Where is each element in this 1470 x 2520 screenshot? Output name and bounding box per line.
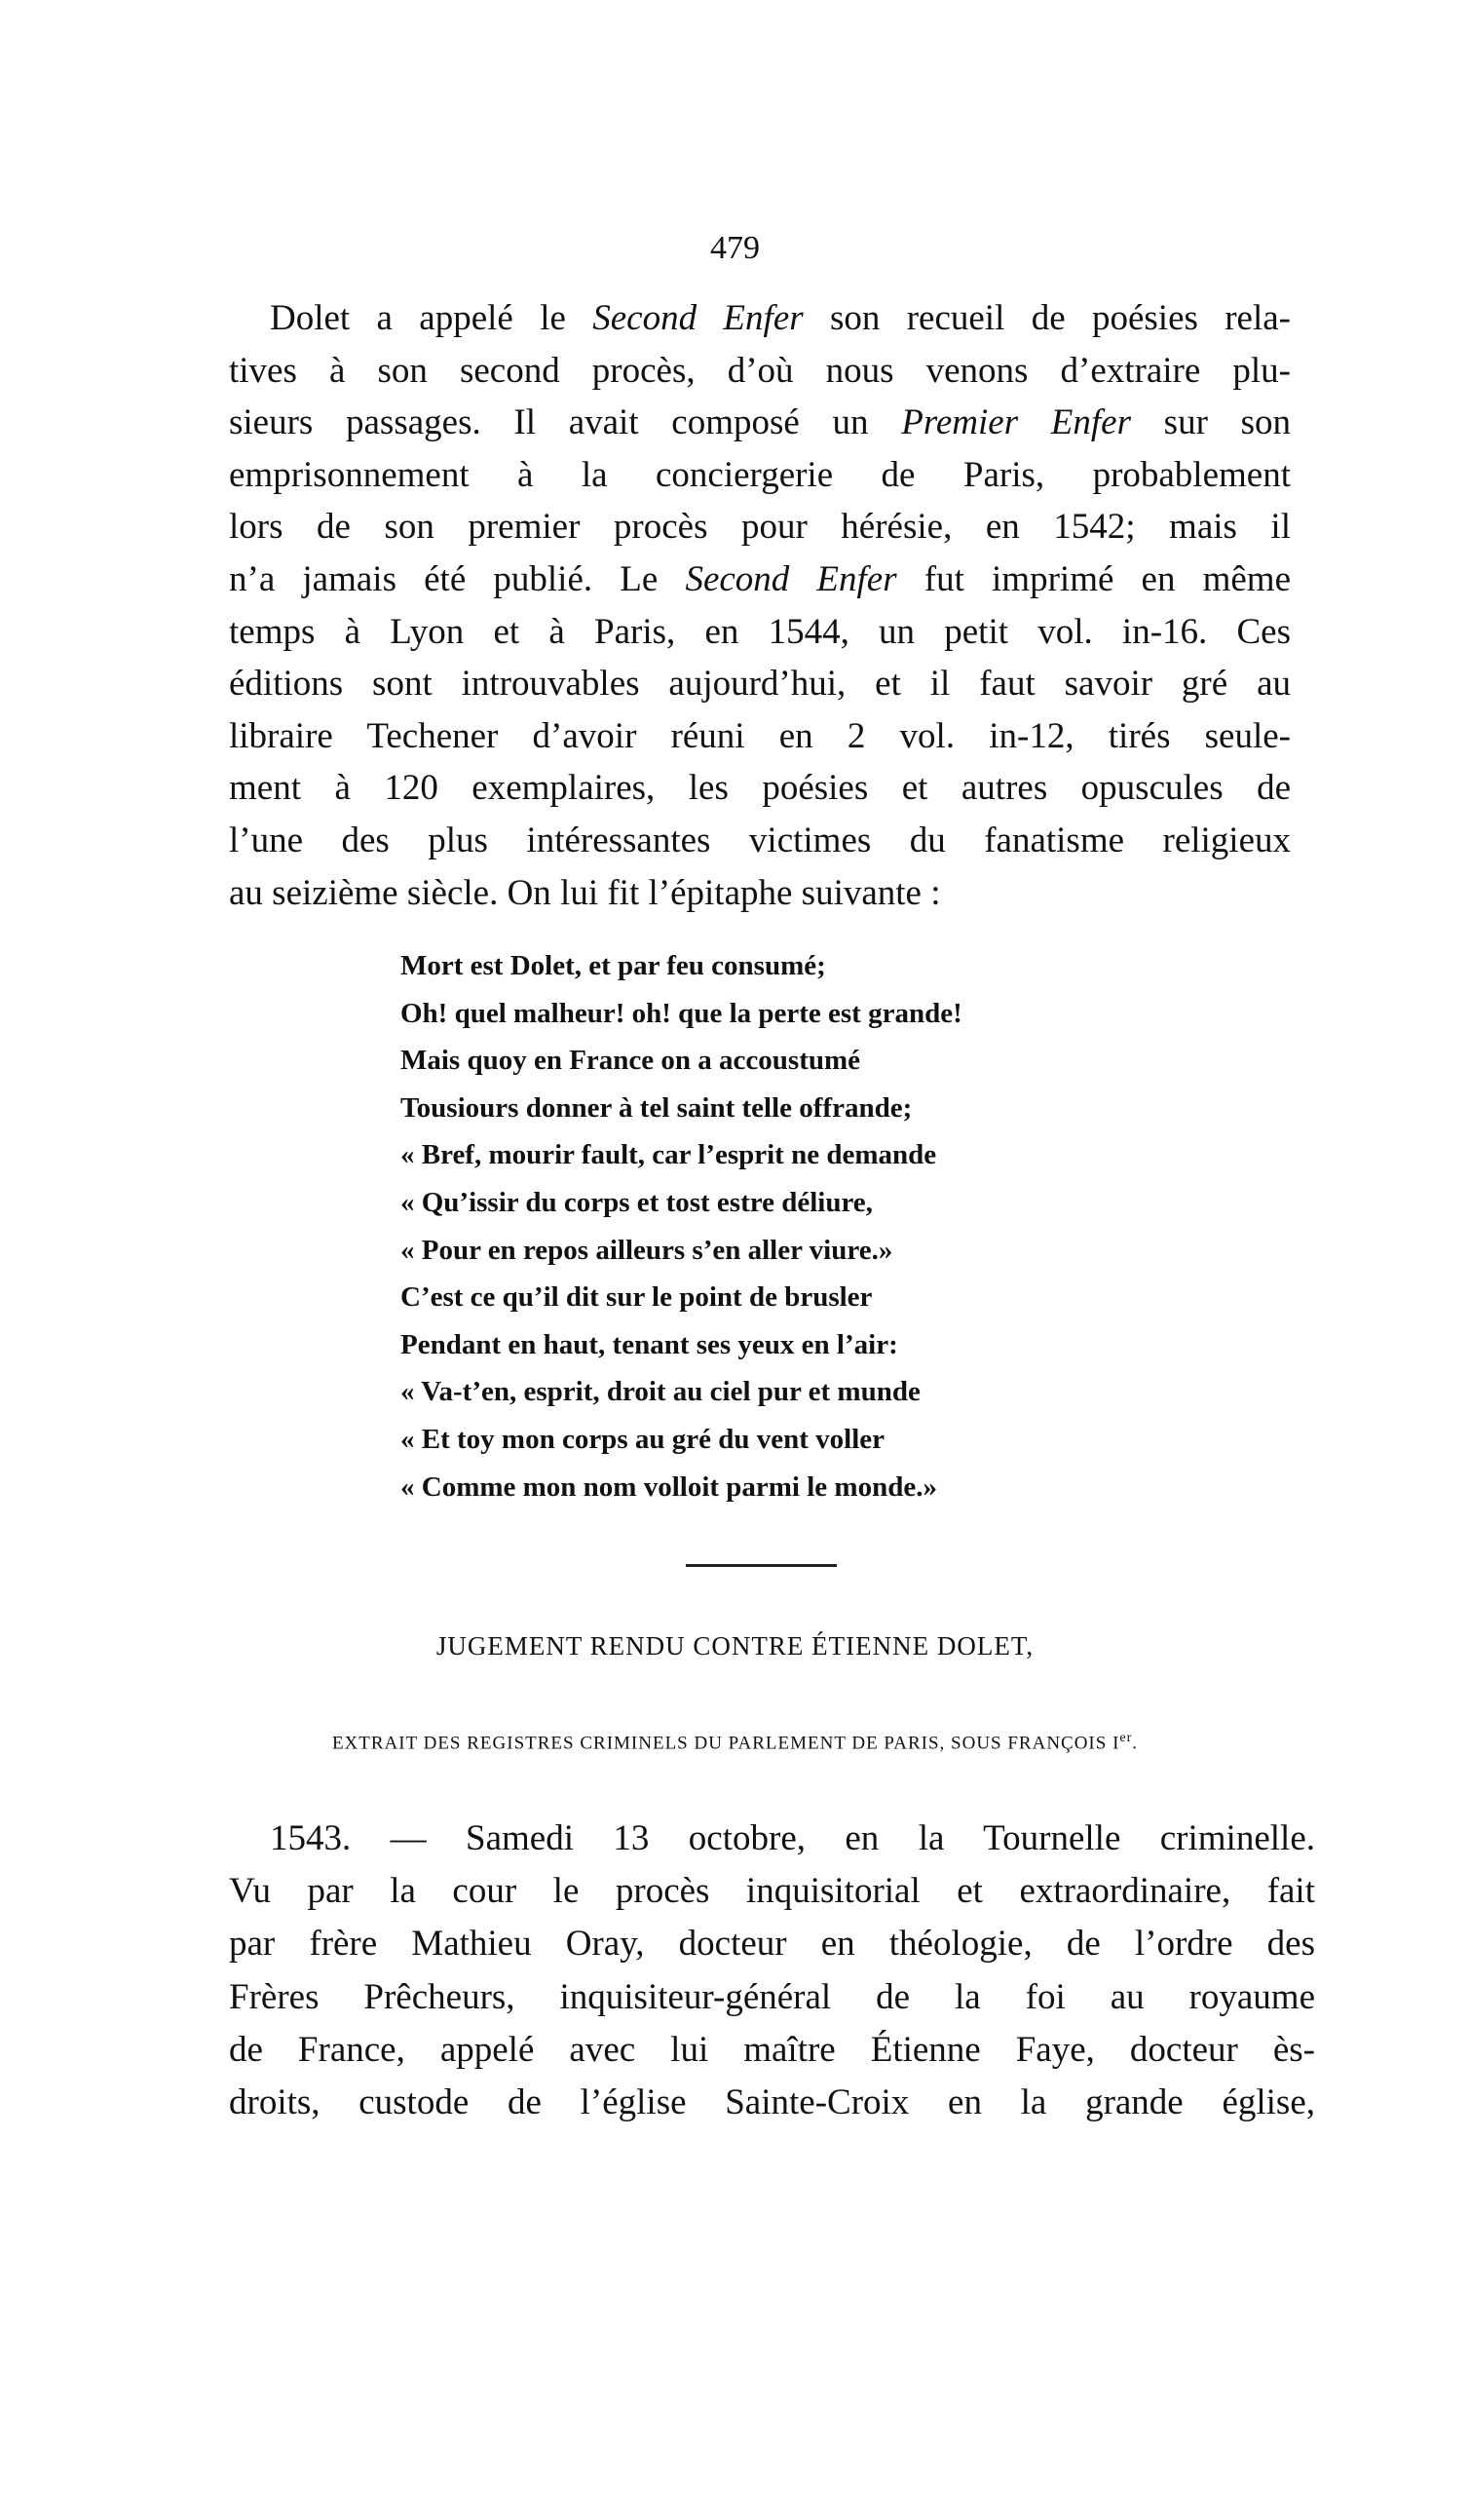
text-line — [229, 2029, 1315, 2072]
verse-line: « Qu’issir du corps et tost estre déliure, — [400, 1187, 873, 1218]
text-segment: Vu par la cour le procès inquisitorial et extraordinaire, fait — [229, 1871, 1315, 1912]
italic-title: Premier Enfer — [901, 402, 1131, 443]
page-number: 479 — [710, 230, 760, 266]
text-segment: ment à 120 exemplaires, les poésies et autres opuscules de — [229, 768, 1291, 809]
text-line — [229, 350, 1291, 393]
text-segment: libraire Techener d’avoir réuni en 2 vol. in-12, tirés seule- — [229, 715, 1291, 756]
text-segment: emprisonnement à la conciergerie de Paris, probablement — [229, 454, 1291, 495]
verse-line: Mort est Dolet, et par feu consumé; — [400, 950, 826, 981]
section-subheading — [0, 1731, 1470, 1754]
text-segment: Frères Prêcheurs, inquisiteur-général de la foi au royaume — [229, 1976, 1315, 2017]
text-segment: sieurs passages. Il avait composé un — [229, 402, 902, 443]
italic-title: Second Enfer — [592, 298, 804, 338]
section-divider — [686, 1564, 837, 1567]
text-line — [229, 872, 1291, 915]
text-line — [229, 611, 1291, 654]
text-segment: droits, custode de l’église Sainte-Croix en la grande église, — [229, 2082, 1315, 2122]
verse-line: Tousiours donner à tel saint telle offrande; — [400, 1091, 913, 1124]
verse-line: C’est ce qu’il dit sur le point de brusler — [400, 1281, 873, 1314]
text-segment: l’une des plus intéressantes victimes du fanatisme religieux — [229, 821, 1291, 860]
text-line — [229, 401, 1291, 444]
text-line — [229, 558, 1291, 601]
text-segment: lors de son premier procès pour hérésie, en 1542; mais il — [229, 507, 1291, 548]
text-line — [229, 506, 1291, 549]
text-segment: son recueil de poésies rela- — [803, 298, 1292, 338]
text-segment: Dolet a appelé le — [270, 298, 593, 338]
text-segment: au seizième siècle. On lui fit l’épitaphe suivante : — [229, 872, 941, 913]
section-heading: JUGEMENT RENDU CONTRE ÉTIENNE DOLET, — [435, 1631, 1035, 1661]
text-line — [229, 715, 1291, 758]
text-segment: tives à son second procès, d’où nous venons d’extraire plu- — [229, 350, 1291, 391]
italic-title: Second Enfer — [685, 559, 897, 599]
text-line — [270, 1817, 1315, 1860]
subheading-text: EXTRAIT DES REGISTRES CRIMINELS DU PARLEMENT DE PARIS, SOUS FRANÇOIS I — [331, 1733, 1120, 1754]
text-line — [229, 2081, 1315, 2124]
subheading-end: . — [1132, 1733, 1139, 1754]
text-line — [270, 297, 1291, 340]
text-segment: sur son — [1130, 402, 1291, 443]
text-line — [229, 820, 1291, 862]
verse-line: Pendant en haut, tenant ses yeux en l’air: — [400, 1328, 898, 1360]
text-line — [229, 663, 1291, 706]
text-segment: n’a jamais été publié. Le — [229, 559, 686, 599]
text-segment: éditions sont introuvables aujourd’hui, et il faut savoir gré au — [229, 664, 1291, 705]
subheading-superscript: er — [1119, 1731, 1133, 1745]
text-segment: de France, appelé avec lui maître Étienne Faye, docteur ès- — [229, 2029, 1315, 2070]
text-segment: fut imprimé en même — [896, 559, 1292, 599]
text-line — [229, 767, 1291, 810]
text-line — [229, 454, 1291, 497]
verse-line: « Et toy mon corps au gré du vent voller — [400, 1424, 885, 1455]
text-line — [229, 1870, 1315, 1913]
verse-line: « Bref, mourir fault, car l’esprit ne demande — [400, 1139, 937, 1171]
verse-line: « Va-t’en, esprit, droit au ciel pur et munde — [400, 1376, 921, 1408]
verse-line: Oh! quel malheur! oh! que la perte est grande! — [400, 997, 962, 1029]
verse-line: « Comme mon nom volloit parmi le monde.» — [400, 1470, 937, 1503]
text-segment: temps à Lyon et à Paris, en 1544, un petit vol. in-16. Ces — [229, 611, 1291, 652]
text-segment: 1543. — Samedi 13 octobre, en la Tournelle criminelle. — [270, 1818, 1315, 1858]
verse-line: Mais quoy en France on a accoustumé — [400, 1045, 861, 1077]
verse-line: « Pour en repos ailleurs s’en aller viure.» — [400, 1234, 893, 1266]
text-line — [229, 1923, 1315, 1966]
text-line — [229, 1976, 1315, 2019]
text-segment: par frère Mathieu Oray, docteur en théologie, de l’ordre des — [229, 1924, 1315, 1965]
